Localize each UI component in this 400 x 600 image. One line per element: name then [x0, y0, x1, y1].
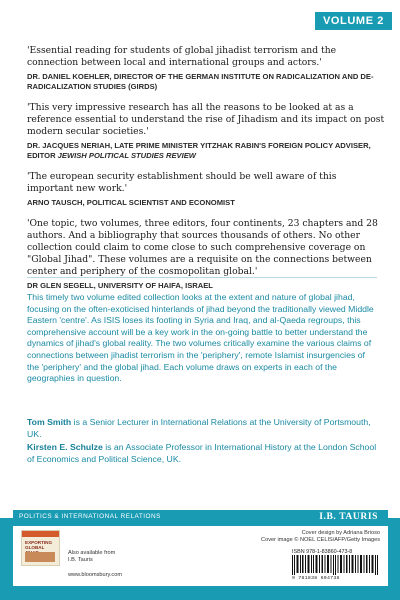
- quote-attribution: DR GLEN SEGELL, UNIVERSITY OF HAIFA, ISRAEL: [27, 281, 213, 290]
- divider: [27, 277, 377, 278]
- quote-attribution: [27, 141, 385, 161]
- endorsements: [27, 45, 385, 301]
- author-bio-text: is a Senior Lecturer in International Relations at the University of Portsmouth, UK.: [27, 417, 371, 439]
- companion-volume-thumbnail: [21, 530, 60, 566]
- also-available: Also available from I.B. Tauris: [68, 550, 116, 563]
- publisher-url: www.bloomsbury.com: [68, 572, 122, 578]
- barcode: [292, 555, 382, 575]
- subject-category: POLITICS & INTERNATIONAL RELATIONS: [19, 513, 161, 520]
- attribution-journal: JEWISH POLITICAL STUDIES REVIEW: [57, 151, 196, 160]
- endorsement-2: [27, 102, 385, 161]
- quote-text: 'One topic, two volumes, three editors, four continents, 23 chapters and 28 authors. And a bibliography that sources thousands of others. No other collection could claim to come close to such comprehensive coverage on "Global Jihad". These volumes are a requisite on the connections between center and periphery of the cosmopolitan global.': [27, 218, 378, 277]
- author-bio-2: [27, 442, 379, 465]
- footer-header: [13, 510, 388, 526]
- endorsement-3: [27, 171, 385, 208]
- quote-text: 'This very impressive research has all the reasons to be looked at as a reference essential to understand the rise of Jihadism and its impact on post modern secular societies.': [27, 102, 385, 137]
- isbn: ISBN 978-1-83860-473-8: [292, 549, 353, 555]
- quote-attribution: DR. DANIEL KOEHLER, DIRECTOR OF THE GERMAN INSTITUTE ON RADICALIZATION AND DE-RADICALIZATION STUDIES (GIRDS): [27, 72, 374, 91]
- barcode-digits: 9 781838 604738: [292, 576, 340, 581]
- author-name: Tom Smith: [27, 417, 72, 427]
- cover-credits: [261, 530, 380, 544]
- quote-text: 'The european security establishment should be well aware of this important new work.': [27, 171, 337, 194]
- cover-design-credit: Cover design by Adriana Brioso: [301, 530, 380, 536]
- cover-image-credit: Cover image © NOEL CELIS/AFP/Getty Images: [261, 537, 380, 543]
- quote-text: 'Essential reading for students of global jihadist terrorism and the connection between local and international groups and actors.': [27, 45, 337, 68]
- endorsement-1: [27, 45, 385, 92]
- attribution-prefix: DR. JACQUES NERIAH, LATE PRIME MINISTER YITZHAK RABIN'S FOREIGN POLICY ADVISER, EDITOR: [27, 141, 371, 160]
- publisher-logo: I.B. TAURIS: [319, 512, 378, 522]
- author-name: Kirsten E. Schulze: [27, 442, 103, 452]
- companion-title: EXPORTING GLOBAL: [25, 540, 53, 550]
- author-bio-text: is an Associate Professor in International History at the London School of Economics and Political Science, UK.: [27, 442, 377, 464]
- footer-panel: [13, 510, 388, 586]
- author-bio-1: [27, 417, 379, 440]
- volume-badge: VOLUME 2: [315, 12, 392, 30]
- endorsement-4: [27, 218, 385, 291]
- book-description: This timely two volume edited collection looks at the extent and nature of global jihad, focusing on the often-exoticised hinterlands of jihad beyond the traditionally viewed Middle Eastern 'centre'. As ISIS loses its footing in Syria and Iraq, and al-Qaeda regroups, this comprehensive account will be a key work in the on-going battle to better understand the dynamics of jihad's global reality. The two volumes critically examine the various claims of connections between jihadist terrorism in the 'periphery', remote Islamist insurgencies of the 'periphery' and the global jihad. Each volume draws on experts in each of the geographies in question.: [27, 292, 374, 384]
- quote-attribution: ARNO TAUSCH, POLITICAL SCIENTIST AND ECONOMIST: [27, 198, 235, 207]
